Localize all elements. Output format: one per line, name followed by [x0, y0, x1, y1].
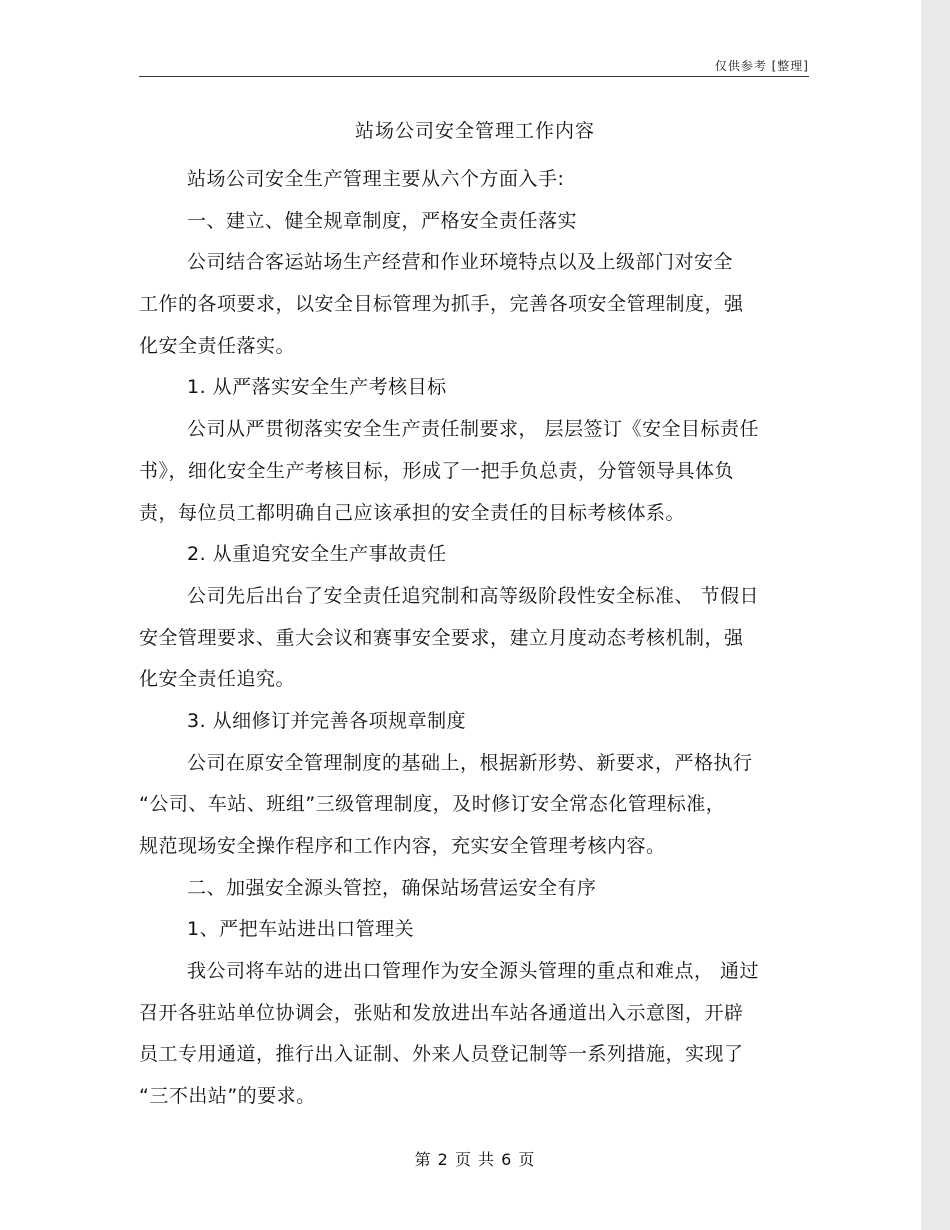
body-line: 工作的各项要求，以安全目标管理为抓手，完善各项安全管理制度，强 — [139, 293, 744, 316]
subsection-heading: 2. 从重追究安全生产事故责任 — [187, 543, 447, 566]
header-divider — [139, 76, 809, 77]
section-heading: 二、加强安全源头管控，确保站场营运安全有序 — [187, 876, 597, 899]
body-line: 安全管理要求、重大会议和赛事安全要求，建立月度动态考核机制，强 — [139, 626, 744, 649]
subsection-heading: 1. 从严落实安全生产考核目标 — [187, 376, 447, 399]
document-body — [139, 159, 819, 1118]
body-line: 责，每位员工都明确自己应该承担的安全责任的目标考核体系。 — [139, 501, 686, 524]
body-line: 召开各驻站单位协调会，张贴和发放进出车站各通道出入示意图，开辟 — [139, 1001, 744, 1024]
body-line: 站场公司安全生产管理主要从六个方面入手: — [187, 168, 565, 190]
body-line: 我公司将车站的进出口管理作为安全源头管理的重点和难点， 通过 — [187, 960, 760, 983]
body-line: “三不出站”的要求。 — [139, 1085, 316, 1108]
subsection-heading: 1、严把车站进出口管理关 — [187, 918, 415, 941]
body-line: 公司先后出台了安全责任追究制和高等级阶段性安全标准、 节假日 — [187, 584, 760, 607]
section-heading: 一、建立、健全规章制度，严格安全责任落实 — [187, 209, 578, 232]
document-title: 站场公司安全管理工作内容 — [354, 120, 595, 142]
header-note: 仅供参考 [整理] — [714, 59, 809, 73]
body-line: 公司在原安全管理制度的基础上，根据新形势、新要求，严格执行 — [187, 751, 753, 774]
body-line: 书》，细化安全生产考核目标，形成了一把手负总责，分管领导具体负 — [139, 459, 735, 482]
body-line: 公司从严贯彻落实安全生产责任制要求， 层层签订《安全目标责任 — [187, 418, 760, 441]
body-line: 化安全责任落实。 — [139, 334, 296, 357]
page-number: 第 2 页 共 6 页 — [414, 1150, 536, 1169]
body-line: 员工专用通道，推行出入证制、外来人员登记制等一系列措施，实现了 — [139, 1043, 744, 1066]
body-line: 化安全责任追究。 — [139, 668, 296, 691]
body-line: 公司结合客运站场生产经营和作业环境特点以及上级部门对安全 — [187, 251, 734, 274]
subsection-heading: 3. 从细修订并完善各项规章制度 — [187, 709, 467, 732]
body-line: 规范现场安全操作程序和工作内容，充实安全管理考核内容。 — [139, 835, 666, 857]
body-line: “公司、车站、班组”三级管理制度，及时修订安全常态化管理标准， — [139, 793, 726, 816]
